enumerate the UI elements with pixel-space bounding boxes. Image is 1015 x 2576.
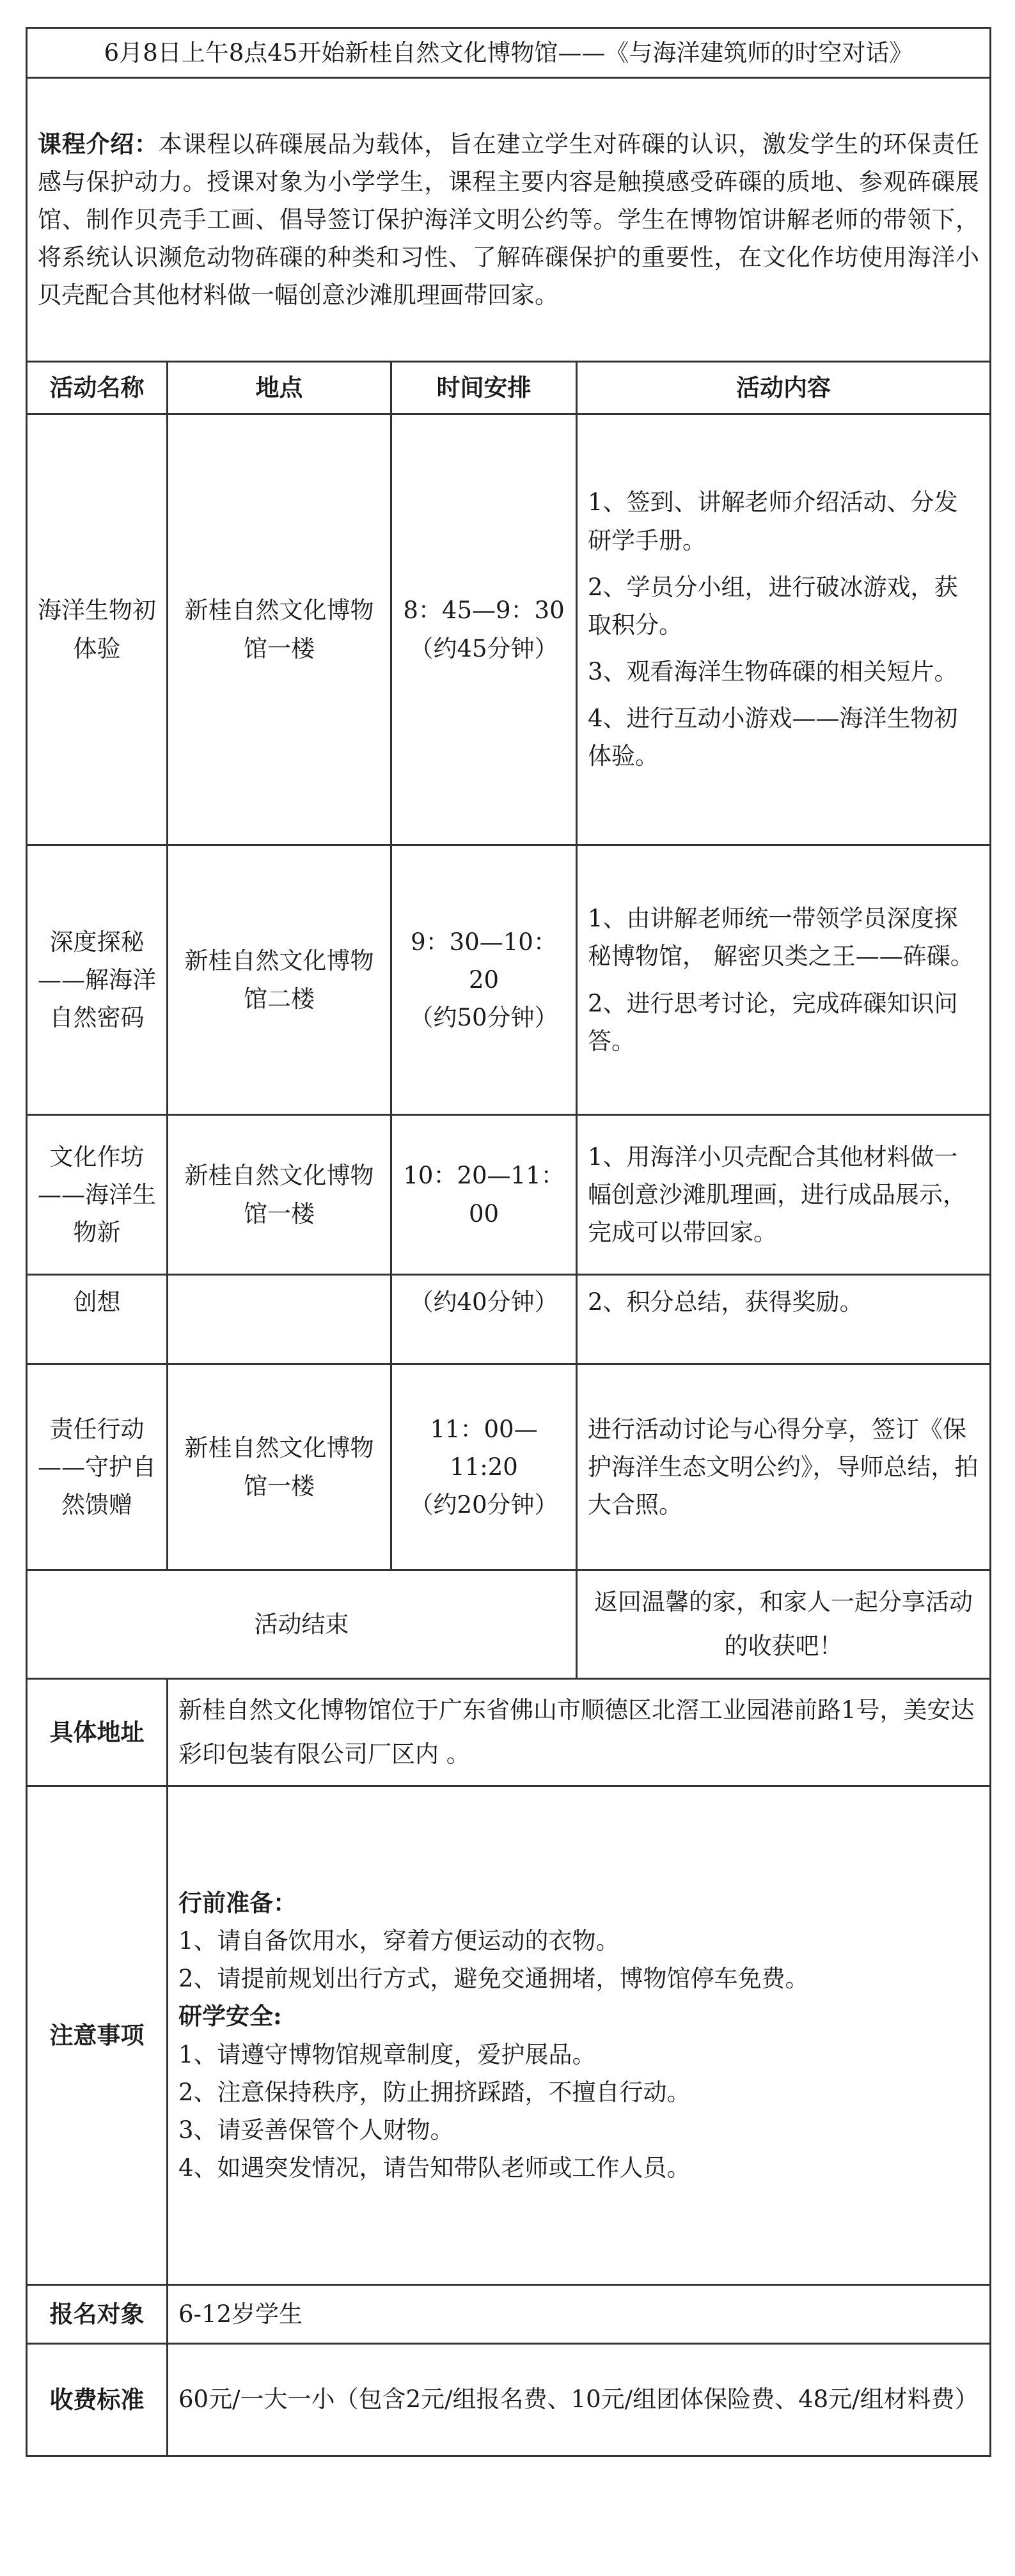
fee-text: 60元/一大一小（包含2元/组报名费、10元/组团体保险费、48元/组材料费） [168, 2344, 991, 2456]
fee-row [27, 2344, 991, 2456]
activity-content [577, 1115, 991, 1275]
content-item: 4、进行互动小游戏——海洋生物初体验。 [588, 705, 958, 770]
notes-label: 注意事项 [27, 1786, 168, 2285]
table-row [27, 1115, 991, 1275]
header-time: 时间安排 [391, 362, 577, 414]
activity-name: 创想 [27, 1275, 168, 1364]
address-label: 具体地址 [27, 1679, 168, 1786]
activity-location: 新桂自然文化博物馆一楼 [168, 414, 391, 845]
course-intro-label: 课程介绍： [38, 129, 159, 158]
activity-location: 新桂自然文化博物馆一楼 [168, 1364, 391, 1570]
target-row [27, 2285, 991, 2344]
content-item: 3、观看海洋生物砗磲的相关短片。 [588, 658, 958, 686]
content-item: 2、积分总结，获得奖励。 [588, 1288, 863, 1316]
activity-time [391, 845, 577, 1115]
activity-time: 10：20—11：00 [391, 1115, 577, 1275]
notes-item: 4、如遇突发情况，请告知带队老师或工作人员。 [178, 2154, 691, 2182]
course-intro-text: 本课程以砗磲展品为载体，旨在建立学生对砗磲的认识，激发学生的环保责任感与保护动力。授课对象为小学学生，课程主要内容是触摸感受砗磲的质地、参观砗磲展馆、制作贝壳手工画、倡导签订保护海洋文明公约等。学生在博物馆讲解老师的带领下，将系统认识濒危动物砗磲的种类和习性、了解砗磲保护的重要性，在文化作坊使用海洋小贝壳配合其他材料做一幅创意沙滩肌理画带回家。 [38, 130, 980, 309]
notes-item: 1、请自备饮用水，穿着方便运动的衣物。 [178, 1926, 620, 1955]
notes-row [27, 1786, 991, 2285]
time-range: 9：30—10：20 [411, 928, 557, 994]
end-row [27, 1570, 991, 1679]
time-duration: （约20分钟） [409, 1491, 558, 1519]
time-range: 11：00—11:20 [430, 1415, 538, 1481]
address-text: 新桂自然文化博物馆位于广东省佛山市顺德区北滘工业园港前路1号，美安达彩印包装有限公司厂区内 。 [168, 1679, 991, 1786]
table-row [27, 1275, 991, 1364]
address-row [27, 1679, 991, 1786]
activity-content [577, 414, 991, 845]
table-row [27, 414, 991, 845]
activity-name: 文化作坊——海洋生物新 [27, 1115, 168, 1275]
activity-name: 责任行动——守护自然馈赠 [27, 1364, 168, 1570]
activity-content [577, 1275, 991, 1364]
time-duration: （约50分钟） [409, 1004, 558, 1032]
content-item: 1、由讲解老师统一带领学员深度探秘博物馆， 解密贝类之王——砗磲。 [588, 905, 974, 971]
header-activity-name: 活动名称 [27, 362, 168, 414]
table-header-row [27, 362, 991, 414]
course-intro [27, 78, 991, 362]
notes-item: 2、请提前规划出行方式，避免交通拥堵，博物馆停车免费。 [178, 1965, 809, 1993]
activity-content [577, 1364, 991, 1570]
notes-item: 2、注意保持秩序，防止拥挤踩踏，不擅自行动。 [178, 2078, 691, 2106]
end-label: 活动结束 [27, 1570, 577, 1679]
notes-section-title: 行前准备： [178, 1888, 297, 1917]
target-label: 报名对象 [27, 2285, 168, 2344]
content-item: 2、进行思考讨论，完成砗磲知识问答。 [588, 989, 958, 1055]
activity-name: 海洋生物初体验 [27, 414, 168, 845]
target-text: 6-12岁学生 [168, 2285, 991, 2344]
end-content: 返回温馨的家，和家人一起分享活动的收获吧！ [577, 1570, 991, 1679]
content-item: 进行活动讨论与心得分享，签订《保护海洋生态文明公约》，导师总结，拍大合照。 [588, 1415, 979, 1519]
activity-location: 新桂自然文化博物馆二楼 [168, 845, 391, 1115]
table-row [27, 845, 991, 1115]
table-row [27, 1364, 991, 1570]
fee-label: 收费标准 [27, 2344, 168, 2456]
content-item: 1、用海洋小贝壳配合其他材料做一幅创意沙滩肌理画，进行成品展示，完成可以带回家。 [588, 1143, 966, 1247]
content-item: 1、签到、讲解老师介绍活动、分发研学手册。 [588, 488, 958, 554]
header-content: 活动内容 [577, 362, 991, 414]
content-item: 2、学员分小组，进行破冰游戏，获取积分。 [588, 573, 958, 639]
notes-body [168, 1786, 991, 2285]
activity-name: 深度探秘——解海洋自然密码 [27, 845, 168, 1115]
activity-time [391, 414, 577, 845]
header-location: 地点 [168, 362, 391, 414]
activity-time [391, 1364, 577, 1570]
schedule-table [26, 27, 991, 2457]
notes-item: 3、请妥善保管个人财物。 [178, 2116, 454, 2144]
time-range: 8：45—9：30 [403, 597, 565, 625]
time-duration: （约45分钟） [409, 634, 558, 662]
time-duration: （约40分钟） [391, 1275, 577, 1364]
activity-location [168, 1275, 391, 1364]
document-title: 6月8日上午8点45开始新桂自然文化博物馆——《与海洋建筑师的时空对话》 [27, 28, 991, 78]
notes-section-title: 研学安全: [178, 2002, 282, 2031]
activity-content [577, 845, 991, 1115]
activity-location: 新桂自然文化博物馆一楼 [168, 1115, 391, 1275]
notes-item: 1、请遵守博物馆规章制度，爱护展品。 [178, 2040, 596, 2068]
document-sheet [26, 27, 989, 2550]
